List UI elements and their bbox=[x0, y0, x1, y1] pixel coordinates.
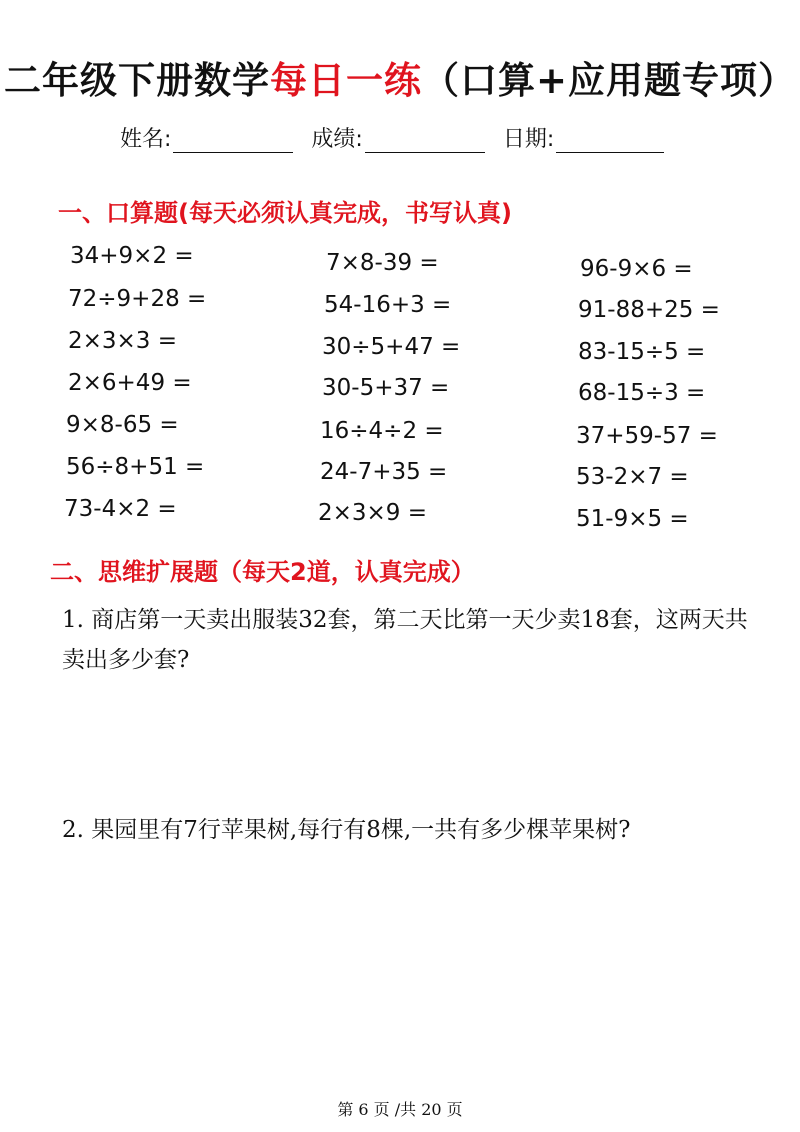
arithmetic-item: 30÷5+47 = bbox=[322, 334, 461, 360]
arithmetic-item: 24-7+35 = bbox=[320, 459, 448, 485]
section-1-heading: 一、口算题(每天必须认真完成，书写认真) bbox=[58, 199, 512, 227]
arithmetic-item: 16÷4÷2 = bbox=[320, 418, 444, 444]
arithmetic-item: 56÷8+51 = bbox=[66, 454, 205, 480]
arithmetic-item: 96-9×6 = bbox=[580, 256, 693, 282]
arithmetic-item: 9×8-65 = bbox=[66, 412, 179, 438]
arithmetic-item: 2×3×9 = bbox=[318, 500, 428, 526]
arithmetic-item: 72÷9+28 = bbox=[68, 286, 207, 312]
score-field bbox=[311, 122, 484, 153]
page-title bbox=[0, 50, 800, 104]
arithmetic-item: 7×8-39 = bbox=[326, 250, 439, 276]
section-2-heading: 二、思维扩展题（每天2道，认真完成） bbox=[50, 558, 475, 586]
score-label: 成绩: bbox=[311, 127, 363, 152]
name-blank[interactable] bbox=[173, 128, 293, 153]
date-field bbox=[503, 122, 664, 153]
arithmetic-item: 83-15÷5 = bbox=[578, 339, 706, 365]
arithmetic-item: 68-15÷3 = bbox=[578, 380, 706, 406]
arithmetic-item: 91-88+25 = bbox=[578, 297, 720, 323]
score-blank[interactable] bbox=[365, 128, 485, 153]
arithmetic-item: 54-16+3 = bbox=[324, 292, 452, 318]
arithmetic-item: 30-5+37 = bbox=[322, 375, 450, 401]
arithmetic-item: 34+9×2 = bbox=[70, 243, 194, 269]
arithmetic-item: 37+59-57 = bbox=[576, 423, 718, 449]
page-number: 第 6 页 /共 20 页 bbox=[337, 1100, 463, 1119]
title-part-3: （口算+应用题专项） bbox=[421, 59, 796, 102]
title-part-1: 二年级下册数学 bbox=[3, 59, 270, 102]
arithmetic-item: 51-9×5 = bbox=[576, 506, 689, 532]
title-part-red: 每日一练 bbox=[269, 59, 422, 102]
info-row bbox=[120, 122, 720, 153]
word-problem-2: 2. 果园里有7行苹果树,每行有8棵,一共有多少棵苹果树? bbox=[62, 817, 631, 843]
arithmetic-item: 2×3×3 = bbox=[68, 328, 178, 354]
date-blank[interactable] bbox=[556, 128, 664, 153]
arithmetic-item: 2×6+49 = bbox=[68, 370, 192, 396]
date-label: 日期: bbox=[502, 127, 555, 152]
word-problem-1: 1. 商店第一天卖出服装32套，第二天比第一天少卖18套，这两天共卖出多少套? bbox=[62, 607, 748, 673]
arithmetic-item: 53-2×7 = bbox=[576, 464, 689, 490]
name-field bbox=[120, 122, 293, 153]
arithmetic-item: 73-4×2 = bbox=[64, 496, 177, 522]
name-label: 姓名: bbox=[120, 127, 172, 152]
